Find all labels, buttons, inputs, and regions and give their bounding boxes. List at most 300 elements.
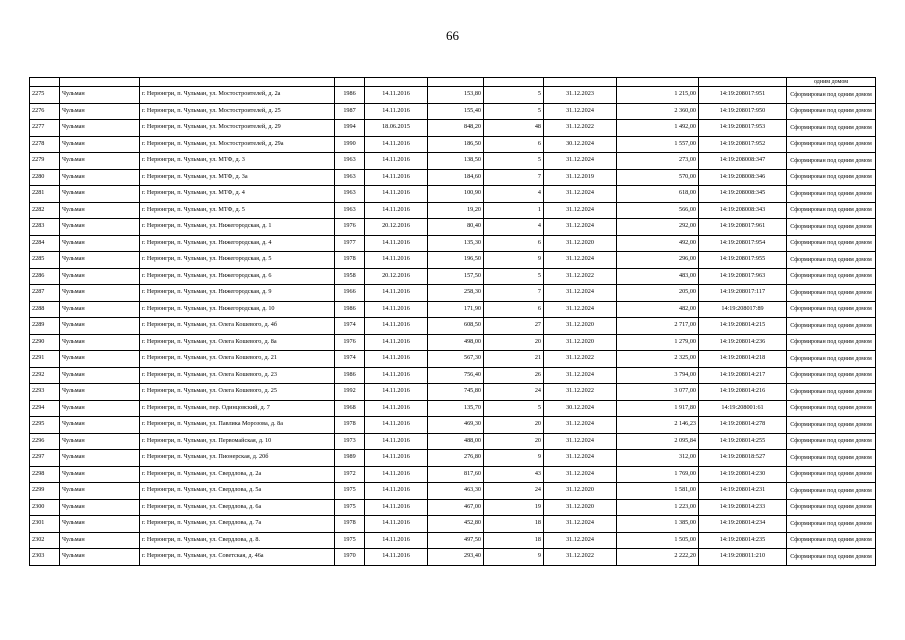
row-number-cell: 2299 [30, 483, 60, 500]
continuation-row [30, 78, 876, 87]
address-cell: г. Нерюнгри, п. Чульман, ул. МТФ, д. 5 [140, 202, 335, 219]
count-cell: 9 [484, 450, 544, 467]
build-year-cell: 1978 [335, 516, 365, 533]
cadastral-number-cell: 14:19:208014:234 [699, 516, 787, 533]
record-date-cell: 14.11.2016 [365, 532, 428, 549]
row-number-cell: 2291 [30, 351, 60, 368]
record-date-cell: 14.11.2016 [365, 417, 428, 434]
address-cell: г. Нерюнгри, п. Чульман, ул. Свердлова, д. 5а [140, 483, 335, 500]
area-cell: 467,00 [428, 499, 484, 516]
locality-cell: Чульман [60, 235, 140, 252]
count-cell: 18 [484, 532, 544, 549]
table-row [30, 268, 876, 285]
build-year-cell: 1977 [335, 235, 365, 252]
address-cell: г. Нерюнгри, п. Чульман, ул. Нижегородская, д. 10 [140, 301, 335, 318]
area-cell: 463,30 [428, 483, 484, 500]
row-number-cell: 2287 [30, 285, 60, 302]
land-status-cell: Сформирован под одним домом [787, 351, 876, 368]
locality-cell: Чульман [60, 532, 140, 549]
build-year-cell: 1975 [335, 499, 365, 516]
row-number-cell: 2289 [30, 318, 60, 335]
address-cell: г. Нерюнгри, п. Чульман, ул. Свердлова, д. 6а [140, 499, 335, 516]
locality-cell: Чульман [60, 301, 140, 318]
amount-cell: 312,00 [617, 450, 699, 467]
row-number-cell: 2296 [30, 433, 60, 450]
record-date-cell: 14.11.2016 [365, 136, 428, 153]
land-status-cell: Сформирован под одним домом [787, 516, 876, 533]
table-row [30, 318, 876, 335]
amount-cell: 570,00 [617, 169, 699, 186]
amount-cell: 2 095,84 [617, 433, 699, 450]
count-cell: 20 [484, 334, 544, 351]
address-cell: г. Нерюнгри, п. Чульман, ул. Мостостроителей, д. 25 [140, 103, 335, 120]
row-number-cell: 2301 [30, 516, 60, 533]
table-row [30, 219, 876, 236]
build-year-cell: 1976 [335, 219, 365, 236]
build-year-cell: 1986 [335, 367, 365, 384]
address-cell: г. Нерюнгри, п. Чульман, ул. Первомайская, д. 10 [140, 433, 335, 450]
land-status-cell: Сформирован под одним домом [787, 120, 876, 137]
land-status-cell: Сформирован под одним домом [787, 532, 876, 549]
cadastral-number-cell: 14:19:208017:951 [699, 87, 787, 104]
build-year-cell: 1994 [335, 120, 365, 137]
row-number-cell: 2297 [30, 450, 60, 467]
table-row [30, 433, 876, 450]
row-number-cell: 2288 [30, 301, 60, 318]
row-number-cell: 2290 [30, 334, 60, 351]
locality-cell: Чульман [60, 417, 140, 434]
amount-cell: 2 360,00 [617, 103, 699, 120]
amount-cell: 566,00 [617, 202, 699, 219]
land-status-cell: Сформирован под одним домом [787, 301, 876, 318]
cadastral-number-cell: 14:19:208014:215 [699, 318, 787, 335]
count-cell: 7 [484, 169, 544, 186]
record-date-cell: 14.11.2016 [365, 285, 428, 302]
count-cell: 1 [484, 202, 544, 219]
address-cell: г. Нерюнгри, п. Чульман, ул. Советская, д. 46а [140, 549, 335, 566]
record-date-cell: 14.11.2016 [365, 334, 428, 351]
table-row [30, 103, 876, 120]
cadastral-number-cell: 14:19:208018:527 [699, 450, 787, 467]
amount-cell: 2 717,00 [617, 318, 699, 335]
row-number-cell: 2283 [30, 219, 60, 236]
count-cell: 4 [484, 219, 544, 236]
table-row [30, 252, 876, 269]
land-status-cell: Сформирован под одним домом [787, 384, 876, 401]
address-cell: г. Нерюнгри, п. Чульман, ул. Нижегородская, д. 6 [140, 268, 335, 285]
record-date-cell: 14.11.2016 [365, 516, 428, 533]
amount-cell: 1 223,00 [617, 499, 699, 516]
locality-cell: Чульман [60, 268, 140, 285]
address-cell: г. Нерюнгри, п. Чульман, ул. Свердлова, д. 2а [140, 466, 335, 483]
build-year-cell: 1978 [335, 252, 365, 269]
cadastral-number-cell: 14:19:208017:955 [699, 252, 787, 269]
row-number-cell: 2281 [30, 186, 60, 203]
deadline-date-cell: 31.12.2022 [544, 384, 617, 401]
amount-cell: 1 505,00 [617, 532, 699, 549]
row-number-cell: 2295 [30, 417, 60, 434]
row-number-cell: 2303 [30, 549, 60, 566]
locality-cell: Чульман [60, 202, 140, 219]
record-date-cell: 14.11.2016 [365, 169, 428, 186]
build-year-cell: 1963 [335, 153, 365, 170]
count-cell: 48 [484, 120, 544, 137]
land-status-cell: Сформирован под одним домом [787, 466, 876, 483]
land-status-cell: Сформирован под одним домом [787, 367, 876, 384]
locality-cell: Чульман [60, 285, 140, 302]
record-date-cell: 14.11.2016 [365, 499, 428, 516]
amount-cell: 618,00 [617, 186, 699, 203]
count-cell: 21 [484, 351, 544, 368]
land-status-cell: Сформирован под одним домом [787, 499, 876, 516]
locality-cell: Чульман [60, 400, 140, 417]
row-number-cell: 2280 [30, 169, 60, 186]
deadline-date-cell: 31.12.2024 [544, 466, 617, 483]
address-cell: г. Нерюнгри, п. Чульман, ул. МТФ, д. 3а [140, 169, 335, 186]
count-cell: 24 [484, 384, 544, 401]
cadastral-number-cell: 14:19:208017:117 [699, 285, 787, 302]
area-cell: 817,60 [428, 466, 484, 483]
locality-cell: Чульман [60, 334, 140, 351]
area-cell: 469,30 [428, 417, 484, 434]
deadline-date-cell: 31.12.2020 [544, 483, 617, 500]
address-cell: г. Нерюнгри, п. Чульман, ул. Олега Кошевого, д. 4б [140, 318, 335, 335]
land-status-cell: Сформирован под одним домом [787, 252, 876, 269]
locality-cell: Чульман [60, 318, 140, 335]
cadastral-number-cell: 14:19:208008:343 [699, 202, 787, 219]
land-status-cell: Сформирован под одним домом [787, 450, 876, 467]
count-cell: 6 [484, 136, 544, 153]
build-year-cell: 1990 [335, 136, 365, 153]
deadline-date-cell: 31.12.2020 [544, 235, 617, 252]
cadastral-number-cell: 14:19:208014:233 [699, 499, 787, 516]
amount-cell: 273,00 [617, 153, 699, 170]
cadastral-number-cell: 14:19:208017:961 [699, 219, 787, 236]
row-number-cell: 2276 [30, 103, 60, 120]
continuation-status-cell: одним домом [787, 78, 876, 87]
page-number: 66 [446, 28, 459, 43]
area-cell: 135,30 [428, 235, 484, 252]
land-status-cell: Сформирован под одним домом [787, 202, 876, 219]
deadline-date-cell: 31.12.2020 [544, 334, 617, 351]
amount-cell: 483,00 [617, 268, 699, 285]
count-cell: 19 [484, 499, 544, 516]
build-year-cell: 1963 [335, 186, 365, 203]
count-cell: 43 [484, 466, 544, 483]
locality-cell: Чульман [60, 219, 140, 236]
address-cell: г. Нерюнгри, п. Чульман, ул. МТФ, д. 3 [140, 153, 335, 170]
amount-cell: 296,00 [617, 252, 699, 269]
table-row [30, 384, 876, 401]
row-number-cell: 2292 [30, 367, 60, 384]
cadastral-number-cell: 14:19:208011:210 [699, 549, 787, 566]
build-year-cell: 1992 [335, 384, 365, 401]
record-date-cell: 14.11.2016 [365, 400, 428, 417]
area-cell: 186,50 [428, 136, 484, 153]
amount-cell: 2 325,00 [617, 351, 699, 368]
area-cell: 567,30 [428, 351, 484, 368]
locality-cell: Чульман [60, 136, 140, 153]
locality-cell: Чульман [60, 516, 140, 533]
deadline-date-cell: 31.12.2022 [544, 120, 617, 137]
table-row [30, 120, 876, 137]
build-year-cell: 1987 [335, 103, 365, 120]
address-cell: г. Нерюнгри, п. Чульман, ул. Павлика Морозова, д. 8а [140, 417, 335, 434]
table-row [30, 516, 876, 533]
deadline-date-cell: 31.12.2024 [544, 516, 617, 533]
count-cell: 5 [484, 153, 544, 170]
build-year-cell: 1974 [335, 351, 365, 368]
row-number-cell: 2279 [30, 153, 60, 170]
table-row [30, 499, 876, 516]
row-number-cell: 2285 [30, 252, 60, 269]
amount-cell: 3 794,00 [617, 367, 699, 384]
area-cell: 293,40 [428, 549, 484, 566]
locality-cell: Чульман [60, 169, 140, 186]
row-number-cell: 2302 [30, 532, 60, 549]
address-cell: г. Нерюнгри, п. Чульман, ул. Олега Кошевого, д. 21 [140, 351, 335, 368]
count-cell: 9 [484, 549, 544, 566]
table-row [30, 351, 876, 368]
deadline-date-cell: 31.12.2024 [544, 252, 617, 269]
locality-cell: Чульман [60, 499, 140, 516]
row-number-cell: 2300 [30, 499, 60, 516]
deadline-date-cell: 31.12.2022 [544, 351, 617, 368]
address-cell: г. Нерюнгри, п. Чульман, ул. Мостостроителей, д. 29а [140, 136, 335, 153]
land-status-cell: Сформирован под одним домом [787, 153, 876, 170]
locality-cell: Чульман [60, 103, 140, 120]
build-year-cell: 1975 [335, 483, 365, 500]
address-cell: г. Нерюнгри, п. Чульман, ул. Мостостроителей, д. 29 [140, 120, 335, 137]
table-row [30, 549, 876, 566]
deadline-date-cell: 31.12.2024 [544, 301, 617, 318]
row-number-cell: 2278 [30, 136, 60, 153]
deadline-date-cell: 31.12.2024 [544, 417, 617, 434]
table-row [30, 235, 876, 252]
address-cell: г. Нерюнгри, п. Чульман, ул. Пионерская, д. 20б [140, 450, 335, 467]
deadline-date-cell: 30.12.2024 [544, 400, 617, 417]
table-row [30, 334, 876, 351]
deadline-date-cell: 31.12.2024 [544, 202, 617, 219]
cadastral-number-cell: 14:19:208014:235 [699, 532, 787, 549]
count-cell: 6 [484, 235, 544, 252]
area-cell: 184,60 [428, 169, 484, 186]
area-cell: 19,20 [428, 202, 484, 219]
build-year-cell: 1972 [335, 466, 365, 483]
land-status-cell: Сформирован под одним домом [787, 417, 876, 434]
address-cell: г. Нерюнгри, п. Чульман, ул. Олега Кошевого, д. 23 [140, 367, 335, 384]
deadline-date-cell: 31.12.2022 [544, 549, 617, 566]
row-number-cell: 2294 [30, 400, 60, 417]
amount-cell: 2 146,23 [617, 417, 699, 434]
land-status-cell: Сформирован под одним домом [787, 136, 876, 153]
area-cell: 745,80 [428, 384, 484, 401]
record-date-cell: 14.11.2016 [365, 202, 428, 219]
deadline-date-cell: 31.12.2020 [544, 318, 617, 335]
cadastral-number-cell: 14:19:208014:255 [699, 433, 787, 450]
record-date-cell: 14.11.2016 [365, 483, 428, 500]
land-status-cell: Сформирован под одним домом [787, 186, 876, 203]
table-row [30, 285, 876, 302]
deadline-date-cell: 30.12.2024 [544, 136, 617, 153]
area-cell: 100,90 [428, 186, 484, 203]
land-status-cell: Сформирован под одним домом [787, 268, 876, 285]
address-cell: г. Нерюнгри, п. Чульман, ул. Олега Кошевого, д. 8а [140, 334, 335, 351]
table-row [30, 417, 876, 434]
locality-cell: Чульман [60, 120, 140, 137]
area-cell: 135,70 [428, 400, 484, 417]
cadastral-number-cell: 14:19:208014:236 [699, 334, 787, 351]
count-cell: 24 [484, 483, 544, 500]
locality-cell: Чульман [60, 466, 140, 483]
table-row [30, 367, 876, 384]
deadline-date-cell: 31.12.2024 [544, 285, 617, 302]
address-cell: г. Нерюнгри, п. Чульман, ул. Свердлова, д. 8. [140, 532, 335, 549]
area-cell: 153,80 [428, 87, 484, 104]
amount-cell: 1 215,00 [617, 87, 699, 104]
build-year-cell: 1989 [335, 450, 365, 467]
address-cell: г. Нерюнгри, п. Чульман, ул. Олега Кошевого, д. 25 [140, 384, 335, 401]
record-date-cell: 18.06.2015 [365, 120, 428, 137]
row-number-cell: 2286 [30, 268, 60, 285]
land-status-cell: Сформирован под одним домом [787, 87, 876, 104]
cadastral-number-cell: 14:19:208008:347 [699, 153, 787, 170]
row-number-cell: 2275 [30, 87, 60, 104]
cadastral-number-cell: 14:19:208017:952 [699, 136, 787, 153]
locality-cell: Чульман [60, 433, 140, 450]
address-cell: г. Нерюнгри, п. Чульман, ул. Нижегородская, д. 4 [140, 235, 335, 252]
row-number-cell: 2293 [30, 384, 60, 401]
area-cell: 756,40 [428, 367, 484, 384]
cadastral-number-cell: 14:19:208017:953 [699, 120, 787, 137]
table-row [30, 450, 876, 467]
record-date-cell: 14.11.2016 [365, 235, 428, 252]
table-row [30, 400, 876, 417]
amount-cell: 1 492,00 [617, 120, 699, 137]
amount-cell: 205,00 [617, 285, 699, 302]
area-cell: 80,40 [428, 219, 484, 236]
locality-cell: Чульман [60, 367, 140, 384]
record-date-cell: 14.11.2016 [365, 367, 428, 384]
address-cell: г. Нерюнгри, п. Чульман, пер. Одинцовский, д. 7 [140, 400, 335, 417]
record-date-cell: 14.11.2016 [365, 153, 428, 170]
count-cell: 5 [484, 400, 544, 417]
area-cell: 196,50 [428, 252, 484, 269]
cadastral-number-cell: 14:19:208001:61 [699, 400, 787, 417]
record-date-cell: 14.11.2016 [365, 384, 428, 401]
record-date-cell: 14.11.2016 [365, 87, 428, 104]
deadline-date-cell: 31.12.2024 [544, 103, 617, 120]
build-year-cell: 1963 [335, 169, 365, 186]
table-row [30, 483, 876, 500]
cadastral-number-cell: 14:19:208014:216 [699, 384, 787, 401]
record-date-cell: 14.11.2016 [365, 549, 428, 566]
record-date-cell: 14.11.2016 [365, 450, 428, 467]
amount-cell: 3 077,00 [617, 384, 699, 401]
locality-cell: Чульман [60, 351, 140, 368]
land-status-cell: Сформирован под одним домом [787, 285, 876, 302]
locality-cell: Чульман [60, 87, 140, 104]
count-cell: 9 [484, 252, 544, 269]
area-cell: 488,00 [428, 433, 484, 450]
land-status-cell: Сформирован под одним домом [787, 549, 876, 566]
row-number-cell: 2284 [30, 235, 60, 252]
land-status-cell: Сформирован под одним домом [787, 483, 876, 500]
area-cell: 157,50 [428, 268, 484, 285]
locality-cell: Чульман [60, 384, 140, 401]
record-date-cell: 14.11.2016 [365, 301, 428, 318]
area-cell: 258,30 [428, 285, 484, 302]
table-row [30, 202, 876, 219]
table-row [30, 466, 876, 483]
record-date-cell: 14.11.2016 [365, 433, 428, 450]
deadline-date-cell: 31.12.2023 [544, 87, 617, 104]
land-status-cell: Сформирован под одним домом [787, 318, 876, 335]
area-cell: 138,50 [428, 153, 484, 170]
deadline-date-cell: 31.12.2024 [544, 532, 617, 549]
record-date-cell: 14.11.2016 [365, 186, 428, 203]
count-cell: 18 [484, 516, 544, 533]
count-cell: 5 [484, 268, 544, 285]
area-cell: 276,80 [428, 450, 484, 467]
build-year-cell: 1978 [335, 417, 365, 434]
build-year-cell: 1963 [335, 202, 365, 219]
count-cell: 7 [484, 285, 544, 302]
build-year-cell: 1970 [335, 549, 365, 566]
amount-cell: 1 279,00 [617, 334, 699, 351]
address-cell: г. Нерюнгри, п. Чульман, ул. Нижегородская, д. 9 [140, 285, 335, 302]
amount-cell: 1 917,80 [617, 400, 699, 417]
amount-cell: 482,00 [617, 301, 699, 318]
address-cell: г. Нерюнгри, п. Чульман, ул. Нижегородская, д. 1 [140, 219, 335, 236]
area-cell: 848,20 [428, 120, 484, 137]
locality-cell: Чульман [60, 186, 140, 203]
cadastral-number-cell: 14:19:208014:217 [699, 367, 787, 384]
table-row [30, 532, 876, 549]
locality-cell: Чульман [60, 483, 140, 500]
area-cell: 498,00 [428, 334, 484, 351]
cadastral-number-cell: 14:19:208008:345 [699, 186, 787, 203]
land-status-cell: Сформирован под одним домом [787, 334, 876, 351]
deadline-date-cell: 31.12.2024 [544, 186, 617, 203]
record-date-cell: 20.12.2016 [365, 268, 428, 285]
locality-cell: Чульман [60, 450, 140, 467]
table-row [30, 153, 876, 170]
count-cell: 26 [484, 367, 544, 384]
count-cell: 27 [484, 318, 544, 335]
area-cell: 497,50 [428, 532, 484, 549]
cadastral-number-cell: 14:19:208017:963 [699, 268, 787, 285]
area-cell: 608,50 [428, 318, 484, 335]
deadline-date-cell: 31.12.2024 [544, 450, 617, 467]
build-year-cell: 1973 [335, 433, 365, 450]
land-status-cell: Сформирован под одним домом [787, 219, 876, 236]
count-cell: 5 [484, 103, 544, 120]
amount-cell: 1 557,00 [617, 136, 699, 153]
deadline-date-cell: 31.12.2019 [544, 169, 617, 186]
amount-cell: 292,00 [617, 219, 699, 236]
area-cell: 452,80 [428, 516, 484, 533]
count-cell: 4 [484, 186, 544, 203]
amount-cell: 2 222,20 [617, 549, 699, 566]
record-date-cell: 14.11.2016 [365, 318, 428, 335]
table-row [30, 87, 876, 104]
cadastral-number-cell: 14:19:208014:218 [699, 351, 787, 368]
deadline-date-cell: 31.12.2020 [544, 499, 617, 516]
build-year-cell: 1986 [335, 301, 365, 318]
cadastral-number-cell: 14:19:208014:230 [699, 466, 787, 483]
address-cell: г. Нерюнгри, п. Чульман, ул. МТФ, д. 4 [140, 186, 335, 203]
